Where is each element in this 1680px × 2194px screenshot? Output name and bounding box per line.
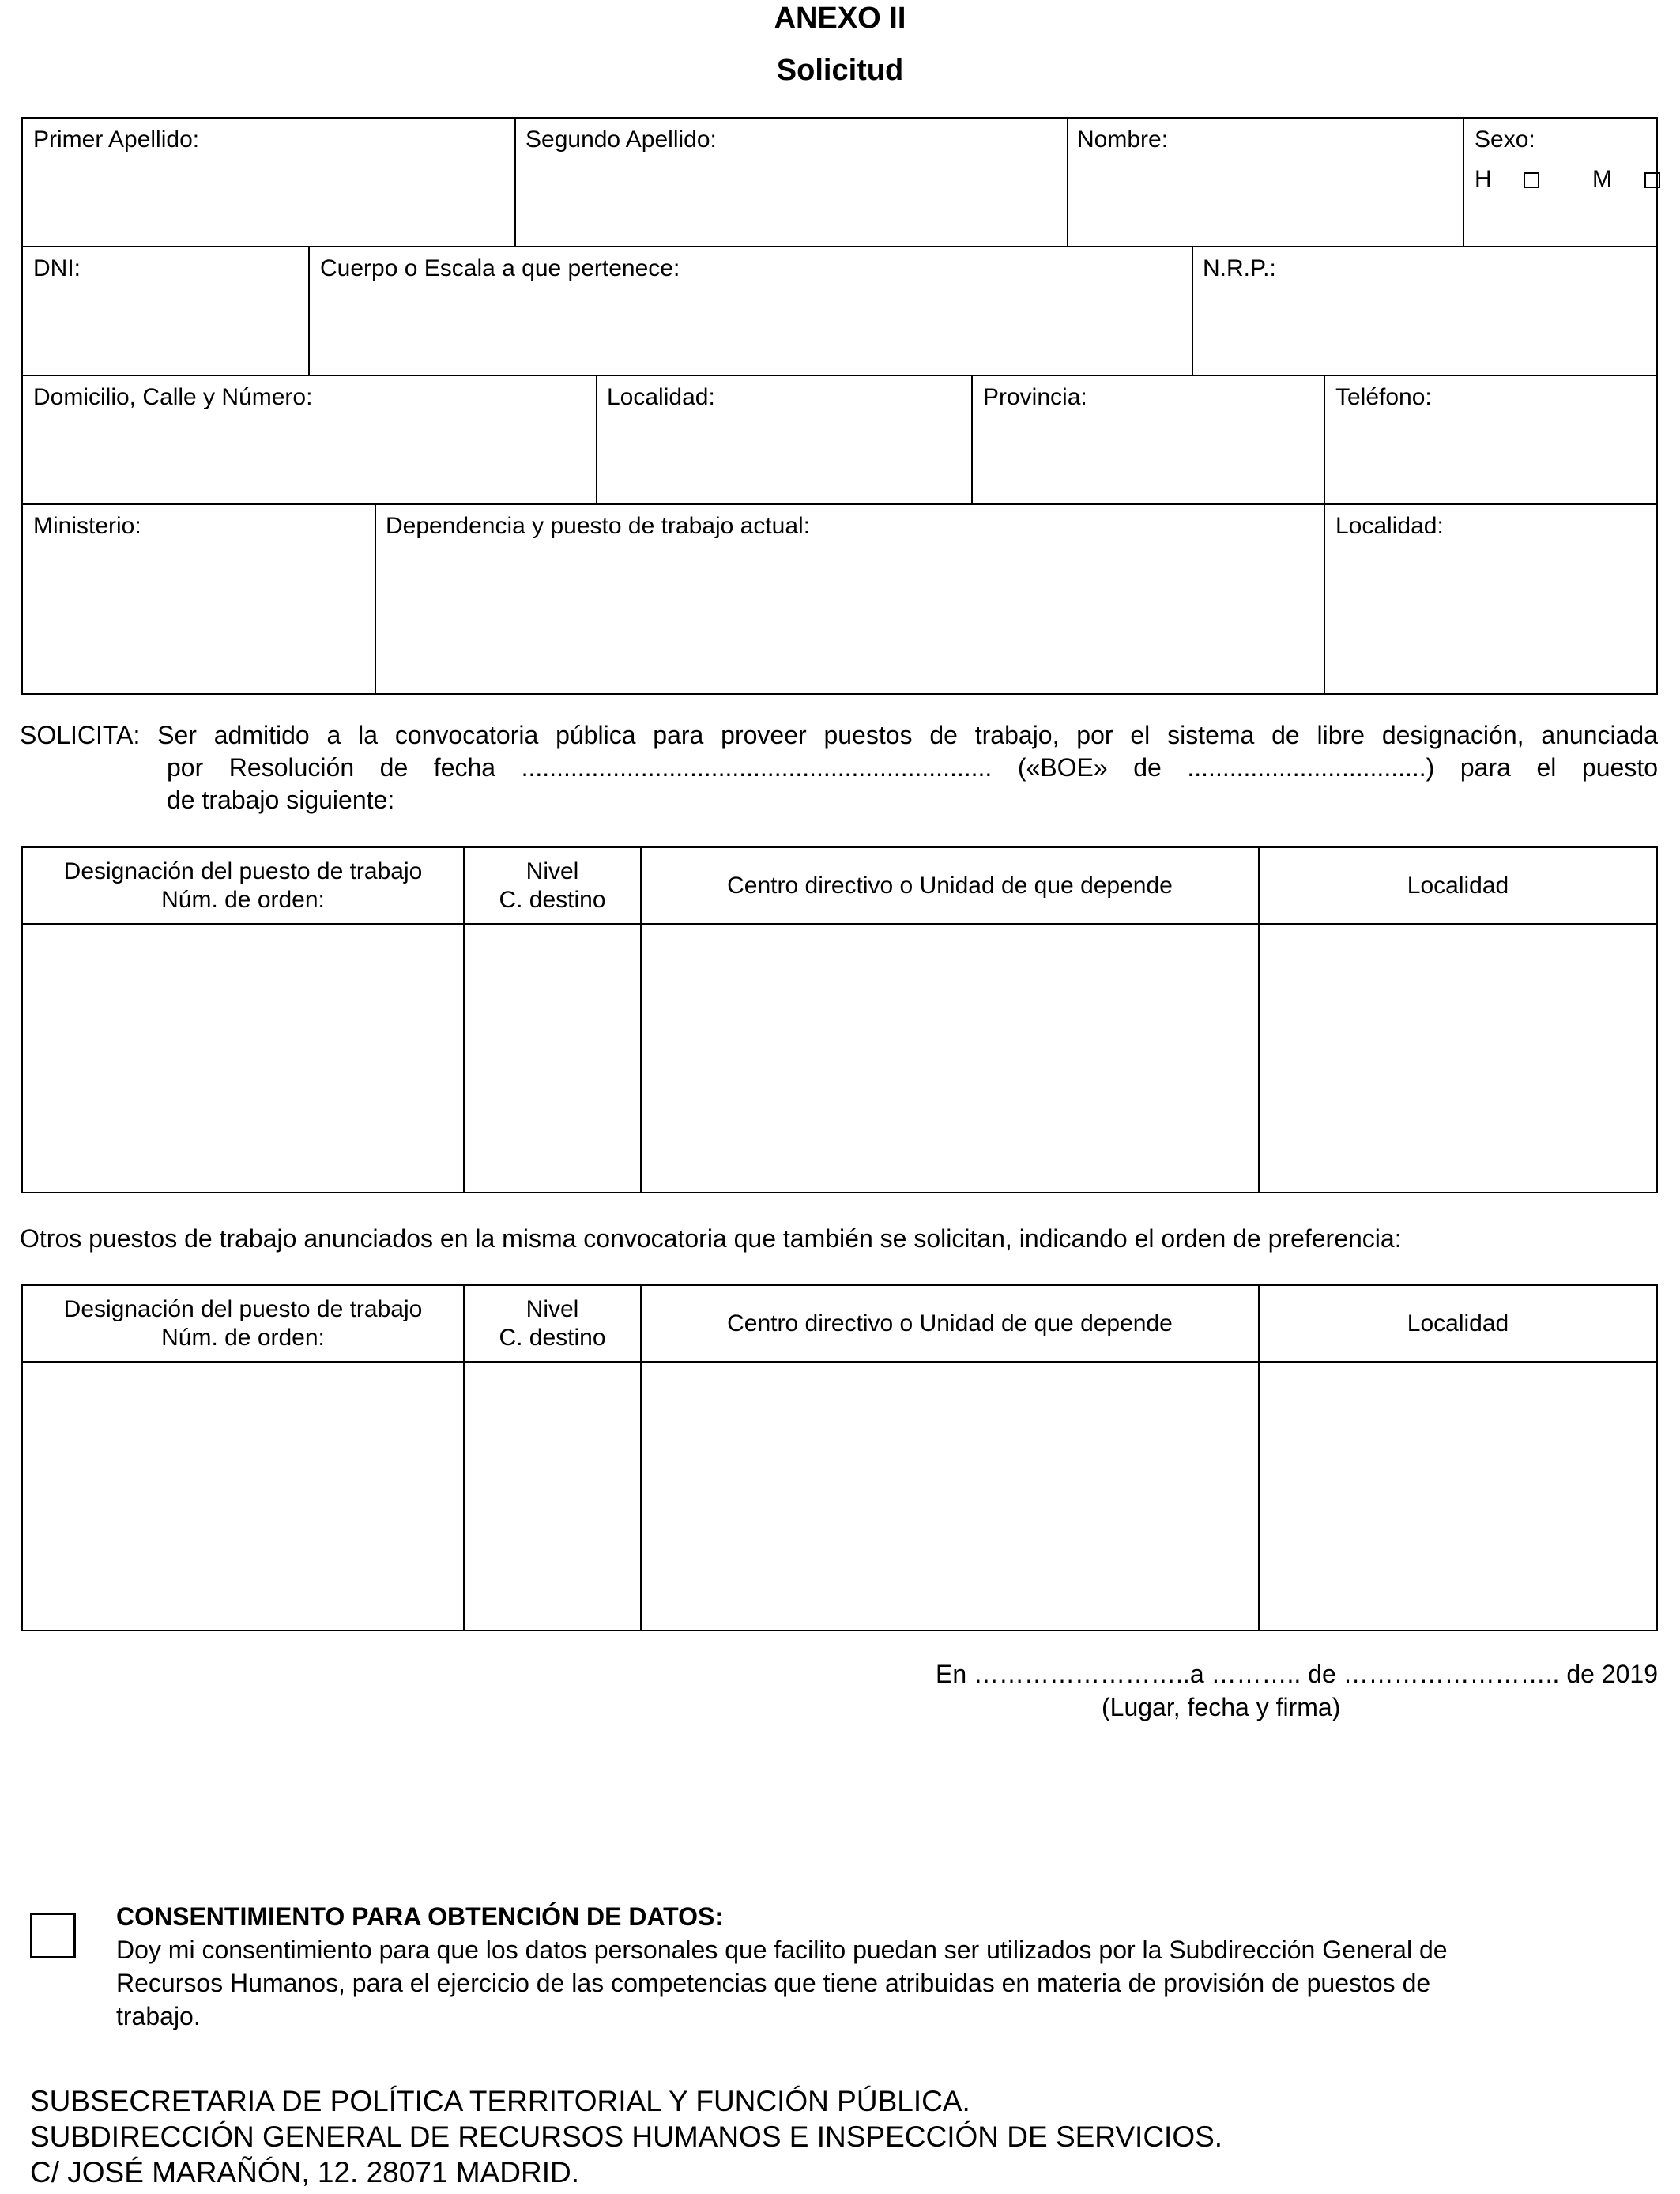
dependencia-field[interactable]: Dependencia y puesto de trabajo actual:	[386, 513, 811, 539]
col-header-nivel-line1: Nivel	[525, 858, 579, 884]
col-header-designacion	[23, 848, 463, 923]
form-col-divider	[308, 246, 310, 375]
sexo-label: Sexo:	[1475, 126, 1535, 153]
col-header-nivel-line2: C. destino	[499, 1324, 606, 1351]
form-col-divider	[1463, 117, 1464, 247]
col-header-nivel	[465, 1286, 640, 1361]
primer-apellido-field[interactable]: Primer Apellido:	[33, 126, 200, 153]
form-col-divider	[1324, 375, 1325, 504]
col-header-nivel-line1: Nivel	[525, 1295, 579, 1322]
form-col-divider	[1192, 246, 1193, 375]
form-row-divider	[21, 503, 1658, 505]
cell-centro-input[interactable]	[642, 1363, 1258, 1630]
col-header-localidad: Localidad	[1407, 872, 1509, 899]
sexo-h-checkbox[interactable]	[1524, 172, 1539, 188]
form-col-divider	[971, 375, 973, 504]
solicita-line-3: de trabajo siguiente:	[167, 786, 395, 814]
consent-checkbox[interactable]	[30, 1913, 76, 1958]
cuerpo-escala-field[interactable]: Cuerpo o Escala a que pertenece:	[320, 255, 680, 281]
annex-heading: ANEXO II	[774, 2, 906, 35]
segundo-apellido-field[interactable]: Segundo Apellido:	[525, 126, 717, 153]
col-header-nivel	[465, 848, 640, 923]
col-header-designacion-line2: Núm. de orden:	[161, 1324, 325, 1351]
col-header-localidad: Localidad	[1407, 1310, 1509, 1336]
consent-title: CONSENTIMIENTO PARA OBTENCIÓN DE DATOS:	[116, 1902, 724, 1931]
col-header-nivel-line2: C. destino	[499, 886, 606, 913]
cell-nivel-input[interactable]	[465, 1363, 640, 1630]
signature-caption: (Lugar, fecha y firma)	[1102, 1693, 1341, 1721]
nombre-field[interactable]: Nombre:	[1077, 126, 1169, 153]
nrp-field[interactable]: N.R.P.:	[1203, 255, 1276, 281]
form-col-divider	[1324, 503, 1325, 695]
localidad-field[interactable]: Localidad:	[607, 384, 715, 410]
cell-nivel-input[interactable]	[465, 925, 640, 1192]
signature-line: En ……………………..a ……….. de …………………….. de 2019	[936, 1660, 1658, 1688]
ministerio-field[interactable]: Ministerio:	[33, 513, 141, 539]
footer-line-1: SUBSECRETARIA DE POLÍTICA TERRITORIAL Y FUNCIÓN PÚBLICA.	[30, 2085, 970, 2117]
localidad-actual-field[interactable]: Localidad:	[1335, 513, 1444, 539]
dni-field[interactable]: DNI:	[33, 255, 81, 281]
sexo-h-label: H	[1475, 166, 1492, 192]
form-col-divider	[375, 503, 376, 695]
consent-text-line-3: trabajo.	[116, 2002, 201, 2030]
page-title: Solicitud	[776, 54, 904, 87]
otros-puestos-text: Otros puestos de trabajo anunciados en la misma convocatoria que también se solicitan, indicando el orden de preferencia:	[20, 1224, 1402, 1253]
cell-localidad-input[interactable]	[1260, 925, 1656, 1192]
form-col-divider	[596, 375, 597, 504]
sexo-m-label: M	[1592, 166, 1613, 192]
form-col-divider	[514, 117, 516, 247]
col-header-designacion	[23, 1286, 463, 1361]
col-header-designacion-line1: Designación del puesto de trabajo	[63, 1295, 423, 1322]
sexo-options	[1475, 166, 1660, 193]
telefono-field[interactable]: Teléfono:	[1335, 384, 1432, 410]
form-row-divider	[21, 375, 1658, 376]
consent-text-line-2: Recursos Humanos, para el ejercicio de las competencias que tiene atribuidas en materia de provisión de puestos de	[116, 1969, 1431, 1997]
footer-line-3: C/ JOSÉ MARAÑÓN, 12. 28071 MADRID.	[30, 2156, 579, 2188]
footer-line-2: SUBDIRECCIÓN GENERAL DE RECURSOS HUMANOS E INSPECCIÓN DE SERVICIOS.	[30, 2120, 1223, 2153]
provincia-field[interactable]: Provincia:	[983, 384, 1087, 410]
form-col-divider	[1067, 117, 1068, 247]
cell-designacion-input[interactable]	[23, 925, 463, 1192]
solicita-line-1: SOLICITA: Ser admitido a la convocatoria pública para proveer puestos de trabajo, por el sistema de libre designación, anunciada	[20, 721, 1658, 749]
col-header-designacion-line1: Designación del puesto de trabajo	[63, 858, 423, 884]
cell-localidad-input[interactable]	[1260, 1363, 1656, 1630]
col-header-centro: Centro directivo o Unidad de que depende	[727, 1310, 1173, 1336]
sexo-m-checkbox[interactable]	[1644, 172, 1660, 188]
form-row-divider	[21, 246, 1658, 247]
domicilio-field[interactable]: Domicilio, Calle y Número:	[33, 384, 313, 410]
solicita-line-2: por Resolución de fecha ................................................................... («BOE» de ..................................) para el puesto	[167, 753, 1658, 782]
cell-centro-input[interactable]	[642, 925, 1258, 1192]
cell-designacion-input[interactable]	[23, 1363, 463, 1630]
col-header-designacion-line2: Núm. de orden:	[161, 886, 325, 913]
consent-text-line-1: Doy mi consentimiento para que los datos personales que facilito puedan ser utilizados por la Subdirección General de	[116, 1936, 1448, 1964]
col-header-centro: Centro directivo o Unidad de que depende	[727, 872, 1173, 899]
